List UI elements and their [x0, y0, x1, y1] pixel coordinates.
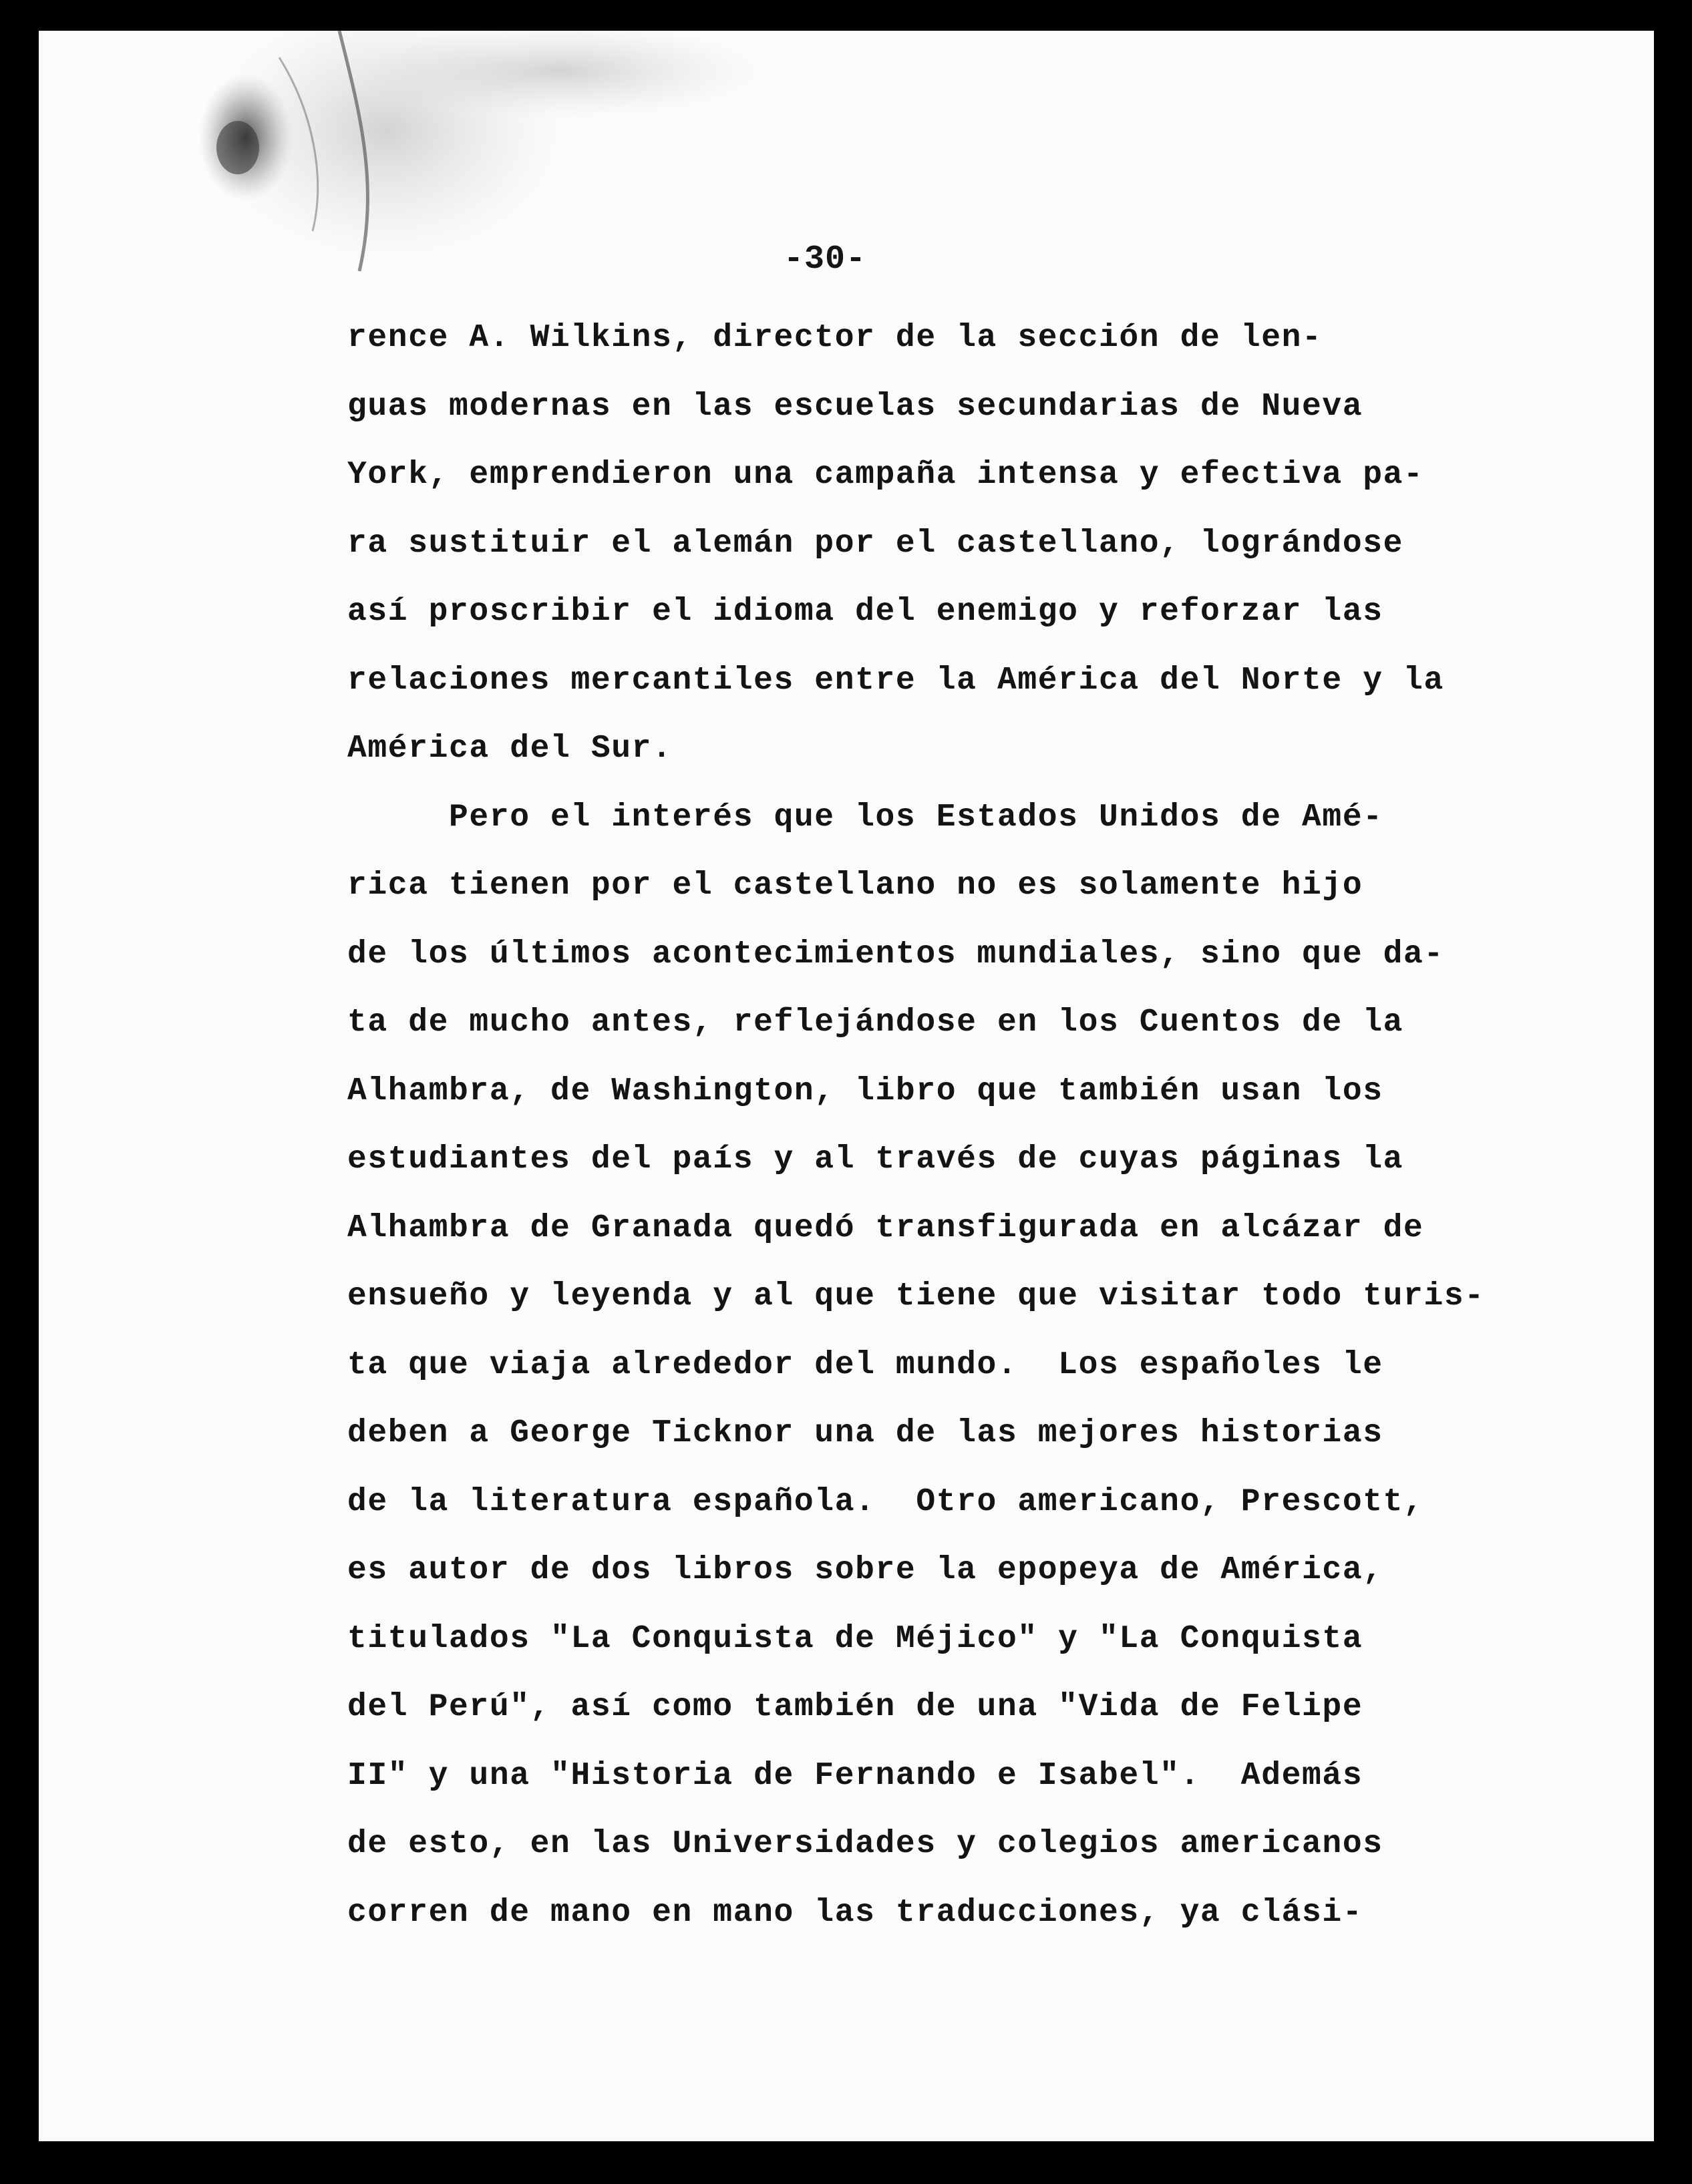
- text-line: ra sustituir el alemán por el castellano, lográndose: [347, 525, 1404, 562]
- text-line: ta de mucho antes, reflejándose en los Cuentos de la: [347, 1005, 1404, 1041]
- text-line: es autor de dos libros sobre la epopeya de América,: [347, 1552, 1383, 1588]
- text-line: de esto, en las Universidades y colegios americanos: [347, 1826, 1383, 1862]
- text-line: así proscribir el idioma del enemigo y reforzar las: [347, 594, 1383, 630]
- text-line: de los últimos acontecimientos mundiales, sino que da-: [347, 936, 1444, 972]
- text-line: de la literatura española. Otro americano, Prescott,: [347, 1483, 1424, 1520]
- text-line: Alhambra de Granada quedó transfigurada en alcázar de: [347, 1210, 1424, 1246]
- text-line: relaciones mercantiles entre la América del Norte y la: [347, 662, 1444, 699]
- document-page: [39, 31, 1654, 2141]
- text-line: II" y una "Historia de Fernando e Isabel". Además: [347, 1757, 1363, 1794]
- text-line: York, emprendieron una campaña intensa y efectiva pa-: [347, 457, 1424, 493]
- text-line: América del Sur.: [347, 731, 673, 767]
- text-line: del Perú", así como también de una "Vida de Felipe: [347, 1689, 1363, 1725]
- text-line: corren de mano en mano las traducciones, ya clási-: [347, 1894, 1363, 1931]
- text-line: deben a George Ticknor una de las mejores historias: [347, 1415, 1383, 1451]
- text-line: guas modernas en las escuelas secundarias de Nueva: [347, 388, 1363, 425]
- body-text: [347, 318, 1485, 1961]
- smudge-mark-image: [159, 31, 814, 311]
- text-line: estudiantes del país y al través de cuyas páginas la: [347, 1141, 1404, 1177]
- text-line: Pero el interés que los Estados Unidos de Amé-: [347, 799, 1383, 836]
- text-line: titulados "La Conquista de Méjico" y "La Conquista: [347, 1620, 1363, 1657]
- text-line: Alhambra, de Washington, libro que también usan los: [347, 1073, 1383, 1109]
- text-line: ensueño y leyenda y al que tiene que visitar todo turis-: [347, 1278, 1485, 1314]
- text-line: rence A. Wilkins, director de la sección de len-: [347, 320, 1323, 356]
- text-line: ta que viaja alrededor del mundo. Los españoles le: [347, 1346, 1383, 1383]
- text-line: rica tienen por el castellano no es solamente hijo: [347, 868, 1363, 904]
- page-number: -30-: [784, 240, 867, 279]
